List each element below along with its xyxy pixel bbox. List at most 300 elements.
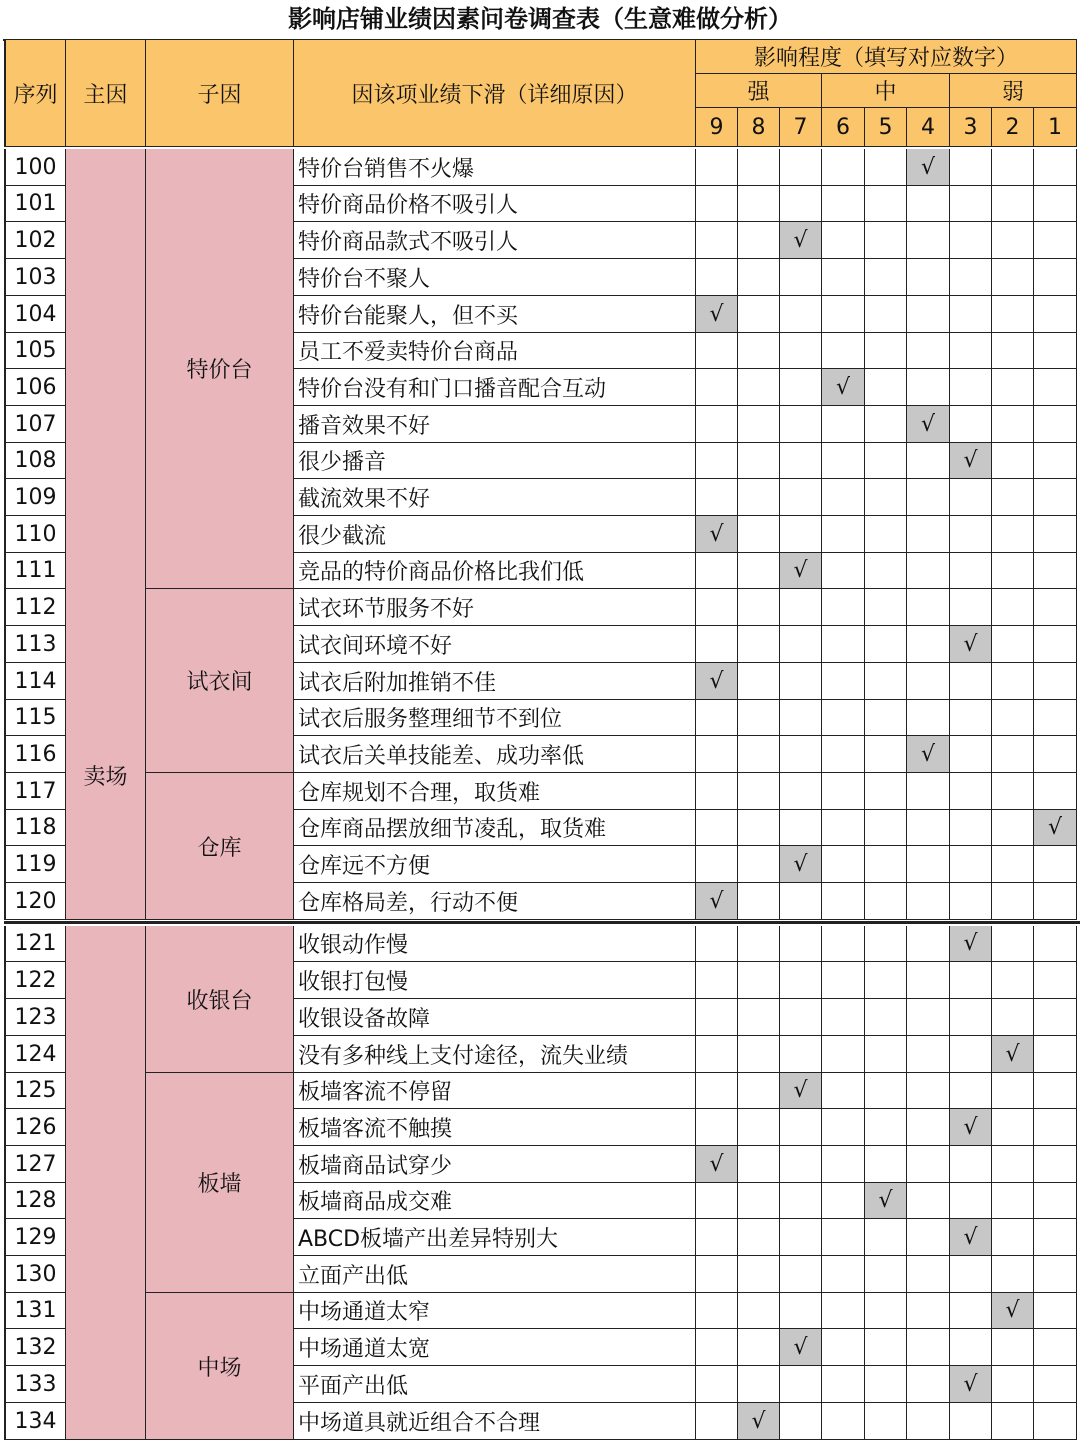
score-cell xyxy=(865,1366,907,1403)
score-cell xyxy=(907,810,950,846)
reason-cell: 仓库远不方便 xyxy=(294,846,696,883)
main-cause-cell: 卖场 xyxy=(66,149,146,920)
score-cell xyxy=(1034,333,1077,369)
sub-cause-cell: 特价台 xyxy=(146,149,294,589)
score-cell xyxy=(738,1073,780,1109)
score-cell xyxy=(822,1073,865,1109)
score-cell xyxy=(1034,999,1077,1036)
seq-cell: 107 xyxy=(4,406,66,443)
score-cell xyxy=(822,589,865,626)
score-cell xyxy=(907,443,950,479)
seq-cell: 125 xyxy=(4,1073,66,1109)
score-cell xyxy=(907,1183,950,1219)
seq-cell: 115 xyxy=(4,700,66,736)
score-cell xyxy=(907,1219,950,1256)
score-cell xyxy=(822,1329,865,1366)
score-cell xyxy=(1034,1403,1077,1440)
score-cell xyxy=(822,222,865,259)
score-cell xyxy=(696,1329,738,1366)
seq-cell: 105 xyxy=(4,333,66,369)
score-cell xyxy=(950,1036,992,1073)
reason-cell: 平面产出低 xyxy=(294,1366,696,1403)
reason-cell: 特价商品价格不吸引人 xyxy=(294,186,696,222)
score-cell xyxy=(865,736,907,773)
reason-cell: ABCD板墙产出差异特别大 xyxy=(294,1219,696,1256)
score-cell xyxy=(907,700,950,736)
score-cell xyxy=(780,259,822,296)
score-cell xyxy=(1034,626,1077,663)
reason-cell: 中场通道太宽 xyxy=(294,1329,696,1366)
check-mark: √ xyxy=(780,846,822,883)
score-cell xyxy=(822,883,865,920)
score-cell xyxy=(780,296,822,333)
score-cell xyxy=(950,1073,992,1109)
score-cell xyxy=(992,369,1034,406)
score-cell xyxy=(907,553,950,589)
seq-cell: 117 xyxy=(4,773,66,810)
score-cell xyxy=(822,479,865,516)
score-cell xyxy=(696,1256,738,1293)
score-cell xyxy=(738,149,780,186)
score-cell xyxy=(738,296,780,333)
seq-cell: 116 xyxy=(4,736,66,773)
check-mark: √ xyxy=(780,1329,822,1366)
score-cell xyxy=(907,589,950,626)
score-cell xyxy=(1034,926,1077,962)
score-cell xyxy=(950,663,992,700)
score-cell xyxy=(738,516,780,553)
score-cell xyxy=(907,186,950,222)
seq-cell: 101 xyxy=(4,186,66,222)
score-cell xyxy=(1034,846,1077,883)
seq-cell: 104 xyxy=(4,296,66,333)
header-impact: 影响程度（填写对应数字） xyxy=(696,40,1077,74)
score-cell xyxy=(992,149,1034,186)
score-cell xyxy=(822,1256,865,1293)
score-cell xyxy=(780,1403,822,1440)
header-score: 5 xyxy=(865,108,907,147)
score-cell xyxy=(696,846,738,883)
seq-cell: 122 xyxy=(4,962,66,999)
score-cell xyxy=(992,1256,1034,1293)
score-cell xyxy=(865,926,907,962)
header-level: 强 xyxy=(696,74,822,108)
score-cell xyxy=(907,1403,950,1440)
check-mark: √ xyxy=(696,516,738,553)
reason-cell: 中场道具就近组合不合理 xyxy=(294,1403,696,1440)
score-cell xyxy=(696,810,738,846)
seq-cell: 128 xyxy=(4,1183,66,1219)
score-cell xyxy=(1034,962,1077,999)
seq-cell: 127 xyxy=(4,1146,66,1183)
score-cell xyxy=(696,736,738,773)
header-level: 弱 xyxy=(950,74,1077,108)
score-cell xyxy=(696,479,738,516)
score-cell xyxy=(1034,1109,1077,1146)
score-cell xyxy=(822,810,865,846)
header-score: 9 xyxy=(696,108,738,147)
score-cell xyxy=(738,663,780,700)
score-cell xyxy=(950,1146,992,1183)
score-cell xyxy=(822,773,865,810)
check-mark: √ xyxy=(696,883,738,920)
score-cell xyxy=(907,1256,950,1293)
check-mark: √ xyxy=(907,406,950,443)
score-cell xyxy=(822,1036,865,1073)
score-cell xyxy=(738,999,780,1036)
score-cell xyxy=(865,1219,907,1256)
score-cell xyxy=(696,1109,738,1146)
header-detail: 因该项业绩下滑（详细原因） xyxy=(294,40,696,147)
score-cell xyxy=(992,999,1034,1036)
score-cell xyxy=(822,736,865,773)
score-cell xyxy=(992,479,1034,516)
score-cell xyxy=(822,296,865,333)
score-cell xyxy=(780,186,822,222)
score-cell xyxy=(738,1036,780,1073)
score-cell xyxy=(822,1109,865,1146)
seq-cell: 109 xyxy=(4,479,66,516)
score-cell xyxy=(780,926,822,962)
score-cell xyxy=(738,883,780,920)
score-cell xyxy=(780,516,822,553)
score-cell xyxy=(1034,406,1077,443)
score-cell xyxy=(950,149,992,186)
score-cell xyxy=(950,1256,992,1293)
score-cell xyxy=(696,443,738,479)
reason-cell: 员工不爱卖特价台商品 xyxy=(294,333,696,369)
score-cell xyxy=(992,222,1034,259)
score-cell xyxy=(738,926,780,962)
score-cell xyxy=(738,1183,780,1219)
sub-cause-cell: 仓库 xyxy=(146,773,294,920)
reason-cell: 收银设备故障 xyxy=(294,999,696,1036)
score-cell xyxy=(907,1146,950,1183)
score-cell xyxy=(780,962,822,999)
score-cell xyxy=(907,999,950,1036)
score-cell xyxy=(907,479,950,516)
score-cell xyxy=(822,1293,865,1329)
score-cell xyxy=(907,1366,950,1403)
score-cell xyxy=(738,553,780,589)
score-cell xyxy=(738,406,780,443)
main-cause-cell-continued xyxy=(66,926,146,1440)
score-cell xyxy=(992,259,1034,296)
score-cell xyxy=(992,553,1034,589)
score-cell xyxy=(822,663,865,700)
score-cell xyxy=(865,222,907,259)
check-mark: √ xyxy=(1034,810,1077,846)
score-cell xyxy=(738,186,780,222)
score-cell xyxy=(950,846,992,883)
check-mark: √ xyxy=(780,222,822,259)
score-cell xyxy=(738,443,780,479)
check-mark: √ xyxy=(992,1293,1034,1329)
sub-cause-cell: 中场 xyxy=(146,1293,294,1440)
seq-cell: 130 xyxy=(4,1256,66,1293)
score-cell xyxy=(865,1329,907,1366)
score-cell xyxy=(696,626,738,663)
score-cell xyxy=(865,883,907,920)
score-cell xyxy=(738,1366,780,1403)
score-cell xyxy=(780,406,822,443)
score-cell xyxy=(992,926,1034,962)
check-mark: √ xyxy=(950,443,992,479)
score-cell xyxy=(950,516,992,553)
score-cell xyxy=(822,406,865,443)
header-sub-cause: 子因 xyxy=(146,40,294,147)
score-cell xyxy=(696,1293,738,1329)
score-cell xyxy=(865,1073,907,1109)
score-cell xyxy=(780,1146,822,1183)
score-cell xyxy=(738,369,780,406)
reason-cell: 特价商品款式不吸引人 xyxy=(294,222,696,259)
score-cell xyxy=(738,736,780,773)
score-cell xyxy=(738,1146,780,1183)
score-cell xyxy=(907,1109,950,1146)
score-cell xyxy=(1034,296,1077,333)
score-cell xyxy=(780,663,822,700)
score-cell xyxy=(950,589,992,626)
seq-cell: 111 xyxy=(4,553,66,589)
reason-cell: 板墙商品试穿少 xyxy=(294,1146,696,1183)
score-cell xyxy=(696,406,738,443)
score-cell xyxy=(992,1109,1034,1146)
score-cell xyxy=(1034,479,1077,516)
score-cell xyxy=(780,1036,822,1073)
score-cell xyxy=(822,553,865,589)
score-cell xyxy=(822,1146,865,1183)
score-cell xyxy=(780,1366,822,1403)
score-cell xyxy=(780,589,822,626)
score-cell xyxy=(907,259,950,296)
score-cell xyxy=(738,700,780,736)
seq-cell: 120 xyxy=(4,883,66,920)
score-cell xyxy=(865,1109,907,1146)
reason-cell: 仓库商品摆放细节凌乱，取货难 xyxy=(294,810,696,846)
score-cell xyxy=(907,1329,950,1366)
score-cell xyxy=(822,516,865,553)
score-cell xyxy=(950,883,992,920)
score-cell xyxy=(907,1036,950,1073)
score-cell xyxy=(992,406,1034,443)
score-cell xyxy=(907,773,950,810)
reason-cell: 仓库格局差，行动不便 xyxy=(294,883,696,920)
score-cell xyxy=(865,479,907,516)
score-cell xyxy=(865,149,907,186)
score-cell xyxy=(696,333,738,369)
score-cell xyxy=(950,222,992,259)
score-cell xyxy=(696,1366,738,1403)
score-cell xyxy=(738,773,780,810)
reason-cell: 试衣环节服务不好 xyxy=(294,589,696,626)
score-cell xyxy=(950,810,992,846)
score-cell xyxy=(1034,1183,1077,1219)
seq-cell: 126 xyxy=(4,1109,66,1146)
reason-cell: 特价台没有和门口播音配合互动 xyxy=(294,369,696,406)
score-cell xyxy=(696,186,738,222)
seq-cell: 133 xyxy=(4,1366,66,1403)
reason-cell: 截流效果不好 xyxy=(294,479,696,516)
reason-cell: 竞品的特价商品价格比我们低 xyxy=(294,553,696,589)
score-cell xyxy=(780,810,822,846)
score-cell xyxy=(950,553,992,589)
check-mark: √ xyxy=(696,296,738,333)
score-cell xyxy=(865,589,907,626)
score-cell xyxy=(992,962,1034,999)
score-cell xyxy=(822,186,865,222)
score-cell xyxy=(780,443,822,479)
score-cell xyxy=(696,589,738,626)
seq-cell: 121 xyxy=(4,926,66,962)
score-cell xyxy=(992,1073,1034,1109)
score-cell xyxy=(907,883,950,920)
reason-cell: 收银动作慢 xyxy=(294,926,696,962)
score-cell xyxy=(780,883,822,920)
score-cell xyxy=(738,1329,780,1366)
score-cell xyxy=(696,962,738,999)
seq-cell: 103 xyxy=(4,259,66,296)
score-cell xyxy=(950,259,992,296)
score-cell xyxy=(822,999,865,1036)
score-cell xyxy=(1034,149,1077,186)
score-cell xyxy=(822,259,865,296)
score-cell xyxy=(1034,1219,1077,1256)
score-cell xyxy=(1034,1329,1077,1366)
header-seq: 序列 xyxy=(4,40,66,147)
check-mark: √ xyxy=(992,1036,1034,1073)
score-cell xyxy=(865,406,907,443)
score-cell xyxy=(865,516,907,553)
section-divider xyxy=(4,921,1080,924)
score-cell xyxy=(992,296,1034,333)
score-cell xyxy=(992,333,1034,369)
score-cell xyxy=(696,1036,738,1073)
score-cell xyxy=(738,846,780,883)
score-cell xyxy=(992,700,1034,736)
score-cell xyxy=(822,1366,865,1403)
score-cell xyxy=(738,1219,780,1256)
score-cell xyxy=(865,962,907,999)
seq-cell: 106 xyxy=(4,369,66,406)
score-cell xyxy=(780,1109,822,1146)
header-level: 中 xyxy=(822,74,950,108)
reason-cell: 特价台不聚人 xyxy=(294,259,696,296)
score-cell xyxy=(696,999,738,1036)
score-cell xyxy=(1034,369,1077,406)
seq-cell: 134 xyxy=(4,1403,66,1440)
reason-cell: 仓库规划不合理，取货难 xyxy=(294,773,696,810)
score-cell xyxy=(1034,1146,1077,1183)
score-cell xyxy=(1034,516,1077,553)
score-cell xyxy=(907,296,950,333)
score-cell xyxy=(1034,443,1077,479)
score-cell xyxy=(696,222,738,259)
score-cell xyxy=(865,369,907,406)
reason-cell: 很少截流 xyxy=(294,516,696,553)
header-score: 8 xyxy=(738,108,780,147)
score-cell xyxy=(738,589,780,626)
score-cell xyxy=(780,999,822,1036)
score-cell xyxy=(780,333,822,369)
check-mark: √ xyxy=(950,1219,992,1256)
score-cell xyxy=(738,333,780,369)
score-cell xyxy=(865,1403,907,1440)
seq-cell: 114 xyxy=(4,663,66,700)
reason-cell: 中场通道太窄 xyxy=(294,1293,696,1329)
score-cell xyxy=(780,479,822,516)
score-cell xyxy=(950,406,992,443)
score-cell xyxy=(992,663,1034,700)
score-cell xyxy=(992,589,1034,626)
score-cell xyxy=(822,149,865,186)
score-cell xyxy=(865,443,907,479)
score-cell xyxy=(907,333,950,369)
score-cell xyxy=(738,222,780,259)
score-cell xyxy=(1034,186,1077,222)
score-cell xyxy=(738,962,780,999)
score-cell xyxy=(780,149,822,186)
score-cell xyxy=(1034,736,1077,773)
score-cell xyxy=(1034,883,1077,920)
score-cell xyxy=(907,962,950,999)
reason-cell: 试衣后关单技能差、成功率低 xyxy=(294,736,696,773)
score-cell xyxy=(1034,1293,1077,1329)
score-cell xyxy=(907,1073,950,1109)
check-mark: √ xyxy=(865,1183,907,1219)
header-score: 6 xyxy=(822,108,865,147)
reason-cell: 很少播音 xyxy=(294,443,696,479)
score-cell xyxy=(992,626,1034,663)
score-cell xyxy=(992,1219,1034,1256)
reason-cell: 收银打包慢 xyxy=(294,962,696,999)
reason-cell: 播音效果不好 xyxy=(294,406,696,443)
score-cell xyxy=(865,1256,907,1293)
score-cell xyxy=(696,1073,738,1109)
header-score: 4 xyxy=(907,108,950,147)
score-cell xyxy=(865,1293,907,1329)
score-cell xyxy=(696,369,738,406)
score-cell xyxy=(907,516,950,553)
reason-cell: 板墙商品成交难 xyxy=(294,1183,696,1219)
score-cell xyxy=(780,626,822,663)
seq-cell: 131 xyxy=(4,1293,66,1329)
score-cell xyxy=(992,1403,1034,1440)
seq-cell: 123 xyxy=(4,999,66,1036)
score-cell xyxy=(950,773,992,810)
reason-cell: 立面产出低 xyxy=(294,1256,696,1293)
score-cell xyxy=(992,846,1034,883)
reason-cell: 试衣后服务整理细节不到位 xyxy=(294,700,696,736)
score-cell xyxy=(865,1146,907,1183)
seq-cell: 100 xyxy=(4,149,66,186)
header-score: 2 xyxy=(992,108,1034,147)
seq-cell: 119 xyxy=(4,846,66,883)
score-cell xyxy=(907,626,950,663)
score-cell xyxy=(1034,700,1077,736)
seq-cell: 118 xyxy=(4,810,66,846)
score-cell xyxy=(992,1329,1034,1366)
score-cell xyxy=(865,999,907,1036)
score-cell xyxy=(738,259,780,296)
score-cell xyxy=(950,479,992,516)
score-cell xyxy=(865,700,907,736)
score-cell xyxy=(1034,222,1077,259)
check-mark: √ xyxy=(738,1403,780,1440)
score-cell xyxy=(992,736,1034,773)
reason-cell: 特价台能聚人，但不买 xyxy=(294,296,696,333)
score-cell xyxy=(696,1183,738,1219)
